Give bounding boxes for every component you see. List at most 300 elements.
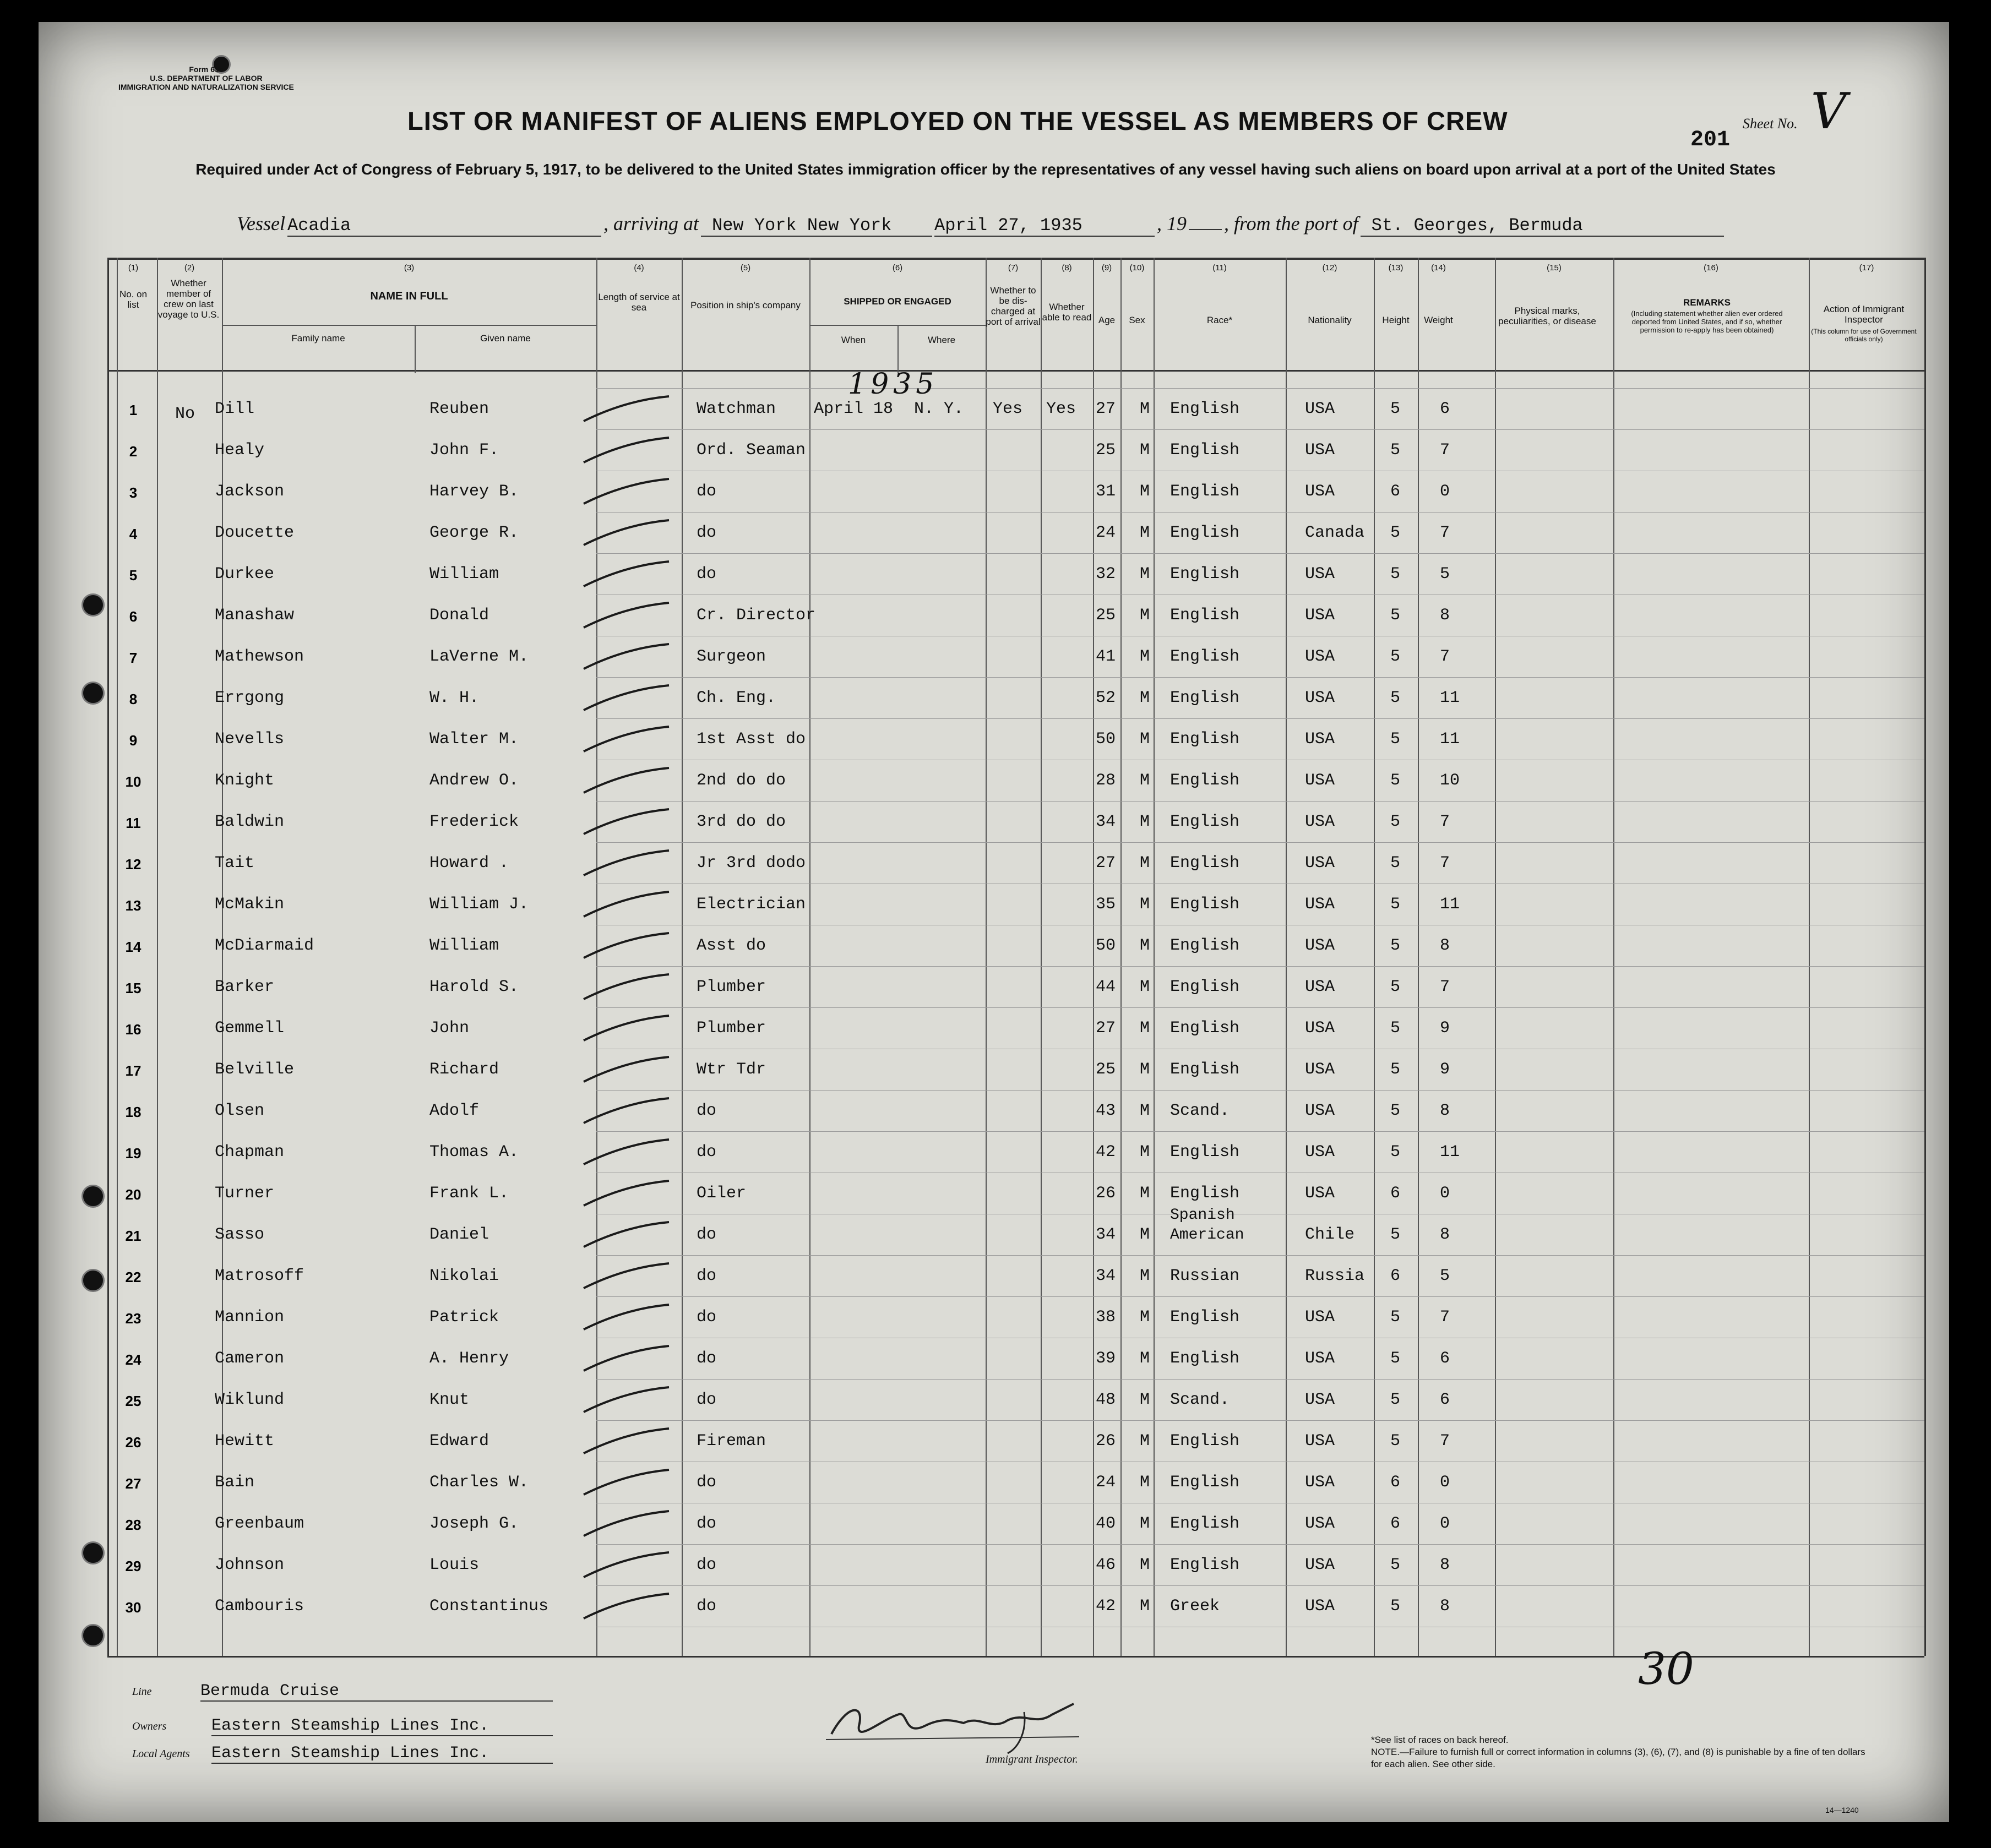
race-cell: Spanish American [1170, 1207, 1244, 1244]
height-cell: 5 [1390, 978, 1401, 996]
nationality-cell: USA [1305, 689, 1335, 707]
position-cell: 1st Asst do [697, 730, 806, 749]
discharged-cell: Yes [993, 400, 1023, 418]
sex-cell: M [1140, 482, 1150, 501]
position-cell: Ch. Eng. [697, 689, 776, 707]
weight-cell: 7 [1440, 854, 1450, 873]
row-rule [596, 1255, 1924, 1256]
col-when: When [841, 335, 866, 345]
name-subheader-rule [222, 325, 596, 326]
race-cell: English [1170, 524, 1240, 542]
race-cell: English [1170, 1473, 1240, 1492]
position-cell: do [697, 524, 717, 542]
punch-hole [81, 1269, 105, 1292]
row-rule [596, 677, 1924, 678]
height-cell: 5 [1390, 647, 1401, 666]
race-cell: English [1170, 854, 1240, 873]
sex-cell: M [1140, 400, 1150, 418]
position-cell: Fireman [697, 1432, 766, 1451]
row-rule [596, 429, 1924, 430]
nationality-cell: USA [1305, 647, 1335, 666]
inspector-signature [815, 1682, 1101, 1759]
family-name-cell: Healy [215, 441, 265, 460]
given-name-cell: W. H. [429, 689, 480, 707]
column-rule [107, 258, 109, 1656]
column-number: (10) [1129, 263, 1145, 272]
weight-cell: 8 [1440, 1225, 1450, 1244]
height-cell: 5 [1390, 400, 1401, 418]
position-cell: do [697, 1597, 717, 1616]
race-cell: English [1170, 1143, 1240, 1162]
punch-hole [81, 682, 105, 705]
position-cell: Cr. Director [697, 606, 816, 625]
column-rule [1418, 258, 1419, 1656]
sex-cell: M [1140, 1556, 1150, 1574]
age-cell: 32 [1096, 565, 1116, 584]
row-number: 27 [125, 1475, 142, 1492]
col-name-in-full: NAME IN FULL [370, 290, 448, 302]
height-cell: 5 [1390, 1060, 1401, 1079]
row-number: 25 [125, 1393, 142, 1409]
family-name-cell: Jackson [215, 482, 285, 501]
column-rule [986, 258, 987, 1656]
sheet-label: Sheet No. [1743, 116, 1798, 132]
from-port-label: , from the port of [1224, 212, 1358, 235]
position-cell: do [697, 1556, 717, 1574]
given-name-cell: William [429, 936, 499, 955]
shipped-when-cell: April 18 [814, 400, 894, 418]
row-number: 5 [129, 567, 138, 584]
col-weight: Weight [1424, 315, 1453, 325]
family-name-cell: Cambouris [215, 1597, 304, 1616]
sex-cell: M [1140, 1514, 1150, 1533]
col-position: Position in ship's company [690, 300, 801, 310]
weight-cell: 7 [1440, 813, 1450, 831]
family-name-cell: Dill [215, 400, 255, 418]
given-name-cell: Howard . [429, 854, 509, 873]
sex-cell: M [1140, 1349, 1150, 1368]
from-port: St. Georges, Bermuda [1361, 215, 1724, 237]
owners-value: Eastern Steamship Lines Inc. [211, 1716, 553, 1736]
column-rule [596, 258, 597, 1656]
row-number: 8 [129, 691, 138, 707]
family-name-cell: Tait [215, 854, 255, 873]
column-number: (15) [1547, 263, 1562, 272]
race-cell: English [1170, 1308, 1240, 1327]
sex-cell: M [1140, 895, 1150, 914]
vessel-label: Vessel [237, 212, 285, 235]
height-cell: 5 [1390, 1308, 1401, 1327]
family-name-cell: Manashaw [215, 606, 295, 625]
row-number: 12 [125, 856, 142, 873]
row-number: 6 [129, 608, 138, 625]
height-cell: 5 [1390, 1019, 1401, 1038]
department-name: U.S. DEPARTMENT OF LABOR [150, 74, 263, 83]
age-cell: 43 [1096, 1102, 1116, 1120]
sheet-value: V [1810, 83, 1847, 140]
race-cell: English [1170, 441, 1240, 460]
position-cell: do [697, 1225, 717, 1244]
sex-cell: M [1140, 1473, 1150, 1492]
sex-cell: M [1140, 936, 1150, 955]
column-rule [1286, 258, 1287, 1656]
row-rule [596, 1296, 1924, 1297]
family-name-cell: McMakin [215, 895, 285, 914]
row-rule [596, 1131, 1924, 1132]
given-name-cell: Donald [429, 606, 489, 625]
sex-cell: M [1140, 647, 1150, 666]
height-cell: 5 [1390, 565, 1401, 584]
races-note: *See list of races on back hereof. [1371, 1735, 1509, 1745]
handwritten-no-mark: No [175, 405, 195, 423]
given-name-cell: Knut [429, 1391, 470, 1409]
height-cell: 6 [1390, 482, 1401, 501]
position-cell: Oiler [697, 1184, 747, 1203]
race-cell: English [1170, 978, 1240, 996]
family-name-cell: Bain [215, 1473, 255, 1492]
stamp-number: 201 [1690, 128, 1731, 152]
weight-cell: 0 [1440, 1473, 1450, 1492]
row-number: 15 [125, 980, 142, 996]
year-label: , 19 [1157, 212, 1187, 235]
age-cell: 44 [1096, 978, 1116, 996]
given-name-cell: Richard [429, 1060, 499, 1079]
col-age: Age [1098, 315, 1116, 325]
nationality-cell: USA [1305, 565, 1335, 584]
race-cell: English [1170, 400, 1240, 418]
family-name-cell: Barker [215, 978, 275, 996]
family-name-cell: Hewitt [215, 1432, 275, 1451]
col-able-to-read: Whether able to read [1042, 302, 1092, 323]
given-name-cell: Joseph G. [429, 1514, 519, 1533]
column-number: (14) [1431, 263, 1446, 272]
column-number: (16) [1704, 263, 1718, 272]
weight-cell: 5 [1440, 1267, 1450, 1285]
weight-cell: 6 [1440, 1391, 1450, 1409]
age-cell: 52 [1096, 689, 1116, 707]
given-name-cell: Andrew O. [429, 771, 519, 790]
given-name-cell: George R. [429, 524, 519, 542]
race-cell: Greek [1170, 1597, 1220, 1616]
height-cell: 5 [1390, 1143, 1401, 1162]
col-family-name: Family name [291, 333, 345, 344]
race-cell: English [1170, 936, 1240, 955]
inspector-label: Immigrant Inspector. [986, 1753, 1078, 1765]
column-number: (6) [892, 263, 903, 272]
column-number: (1) [128, 263, 139, 272]
nationality-cell: USA [1305, 1143, 1335, 1162]
row-rule [596, 1544, 1924, 1545]
age-cell: 46 [1096, 1556, 1116, 1574]
weight-cell: 7 [1440, 978, 1450, 996]
col-inspector-action: Action of Immigrant Inspector [1823, 304, 1905, 325]
age-cell: 34 [1096, 813, 1116, 831]
sex-cell: M [1140, 524, 1150, 542]
table-top-rule [107, 258, 1924, 260]
weight-cell: 8 [1440, 1102, 1450, 1120]
vessel-name: Acadia [287, 215, 601, 237]
given-name-cell: Charles W. [429, 1473, 529, 1492]
given-name-cell: William [429, 565, 499, 584]
col-no-on-list: No. on list [119, 289, 148, 310]
agents-value: Eastern Steamship Lines Inc. [211, 1744, 553, 1764]
age-cell: 48 [1096, 1391, 1116, 1409]
height-cell: 5 [1390, 606, 1401, 625]
sex-cell: M [1140, 730, 1150, 749]
family-name-cell: Durkee [215, 565, 275, 584]
given-name-cell: Nikolai [429, 1267, 499, 1285]
position-cell: Plumber [697, 1019, 766, 1038]
nationality-cell: USA [1305, 1391, 1335, 1409]
nationality-cell: USA [1305, 1308, 1335, 1327]
line-value: Bermuda Cruise [200, 1682, 553, 1702]
column-number: (9) [1101, 263, 1112, 272]
nationality-cell: USA [1305, 1060, 1335, 1079]
column-rule [809, 258, 810, 1656]
weight-cell: 11 [1440, 895, 1460, 914]
column-rule [1495, 258, 1496, 1656]
height-cell: 5 [1390, 854, 1401, 873]
race-cell: English [1170, 647, 1240, 666]
age-cell: 28 [1096, 771, 1116, 790]
vessel-line [237, 212, 1724, 237]
race-cell: English [1170, 730, 1240, 749]
row-number: 20 [125, 1186, 142, 1203]
given-name-cell: Walter M. [429, 730, 519, 749]
row-number: 7 [129, 650, 138, 666]
shipped-where-cell: N. Y. [914, 400, 964, 418]
sex-cell: M [1140, 1432, 1150, 1451]
race-cell: English [1170, 895, 1240, 914]
race-cell: English [1170, 1514, 1240, 1533]
nationality-cell: USA [1305, 771, 1335, 790]
height-cell: 6 [1390, 1473, 1401, 1492]
row-number: 9 [129, 732, 138, 749]
row-number: 17 [125, 1062, 142, 1079]
age-cell: 50 [1096, 730, 1116, 749]
nationality-cell: USA [1305, 606, 1335, 625]
weight-cell: 8 [1440, 606, 1450, 625]
age-cell: 40 [1096, 1514, 1116, 1533]
race-cell: English [1170, 606, 1240, 625]
column-number: (5) [740, 263, 751, 272]
col-remarks: REMARKS [1683, 297, 1731, 308]
height-cell: 5 [1390, 813, 1401, 831]
column-rule [682, 258, 683, 1656]
arriving-label: , arriving at [603, 212, 699, 235]
sex-cell: M [1140, 689, 1150, 707]
footer-agents [132, 1744, 553, 1764]
nationality-cell: Chile [1305, 1225, 1355, 1244]
column-number: (17) [1859, 263, 1874, 272]
punch-hole [81, 593, 105, 617]
nationality-cell: USA [1305, 1102, 1335, 1120]
age-cell: 25 [1096, 606, 1116, 625]
position-cell: do [697, 1391, 717, 1409]
age-cell: 25 [1096, 1060, 1116, 1079]
family-name-cell: Cameron [215, 1349, 285, 1368]
age-cell: 34 [1096, 1267, 1116, 1285]
able-to-read-cell: Yes [1046, 400, 1076, 418]
sex-cell: M [1140, 441, 1150, 460]
sex-cell: M [1140, 1225, 1150, 1244]
age-cell: 39 [1096, 1349, 1116, 1368]
row-rule [596, 801, 1924, 802]
row-number: 30 [125, 1599, 142, 1616]
nationality-cell: USA [1305, 400, 1335, 418]
given-name-cell: Patrick [429, 1308, 499, 1327]
family-name-cell: Turner [215, 1184, 275, 1203]
weight-cell: 6 [1440, 1349, 1450, 1368]
height-cell: 5 [1390, 689, 1401, 707]
given-name-cell: John F. [429, 441, 499, 460]
form-number: Form 630 [189, 65, 224, 74]
weight-cell: 0 [1440, 1184, 1450, 1203]
column-rule [1120, 258, 1122, 1656]
row-number: 18 [125, 1104, 142, 1120]
height-cell: 6 [1390, 1514, 1401, 1533]
family-name-cell: Belville [215, 1060, 295, 1079]
nationality-cell: USA [1305, 1349, 1335, 1368]
weight-cell: 9 [1440, 1019, 1450, 1038]
sex-cell: M [1140, 1184, 1150, 1203]
row-number: 21 [125, 1228, 142, 1244]
age-cell: 42 [1096, 1143, 1116, 1162]
row-number: 3 [129, 484, 138, 501]
height-cell: 5 [1390, 730, 1401, 749]
column-rule [1374, 258, 1375, 1656]
family-name-cell: Mathewson [215, 647, 304, 666]
age-cell: 27 [1096, 1019, 1116, 1038]
sex-cell: M [1140, 978, 1150, 996]
position-cell: do [697, 482, 717, 501]
position-cell: do [697, 1473, 717, 1492]
weight-cell: 7 [1440, 1432, 1450, 1451]
age-cell: 24 [1096, 524, 1116, 542]
column-number: (12) [1322, 263, 1337, 272]
row-rule [596, 718, 1924, 719]
weight-cell: 8 [1440, 1597, 1450, 1616]
weight-cell: 9 [1440, 1060, 1450, 1079]
col-physical-marks: Physical marks, peculiarities, or disease [1498, 306, 1596, 326]
nationality-cell: USA [1305, 1514, 1335, 1533]
height-cell: 6 [1390, 1184, 1401, 1203]
given-name-cell: Edward [429, 1432, 489, 1451]
sex-cell: M [1140, 1391, 1150, 1409]
height-cell: 5 [1390, 1349, 1401, 1368]
race-cell: English [1170, 1349, 1240, 1368]
col-shipped-engaged: SHIPPED OR ENGAGED [844, 296, 951, 307]
weight-cell: 7 [1440, 441, 1450, 460]
position-cell: Watchman [697, 400, 776, 418]
row-rule [596, 966, 1924, 967]
nationality-cell: USA [1305, 1597, 1335, 1616]
age-cell: 27 [1096, 400, 1116, 418]
nationality-cell: USA [1305, 1019, 1335, 1038]
footer-line [132, 1682, 553, 1702]
weight-cell: 10 [1440, 771, 1460, 790]
col-remarks-note: (Including statement whether alien ever ordered deported from United States, and if so, whether permission to re-apply has been obtained) [1631, 309, 1783, 334]
weight-cell: 6 [1440, 400, 1450, 418]
given-name-cell: Frank L. [429, 1184, 509, 1203]
col-previous-voyage: Whether member of crew on last voyage to U.S. [157, 278, 220, 320]
punch-hole [81, 1541, 105, 1564]
sheet-number [1743, 83, 1847, 140]
nationality-cell: USA [1305, 854, 1335, 873]
weight-cell: 8 [1440, 936, 1450, 955]
age-cell: 50 [1096, 936, 1116, 955]
sex-cell: M [1140, 565, 1150, 584]
given-name-cell: Frederick [429, 813, 519, 831]
agents-label: Local Agents [132, 1748, 190, 1760]
position-cell: do [697, 1267, 717, 1285]
row-rule [596, 1379, 1924, 1380]
height-cell: 5 [1390, 1102, 1401, 1120]
given-name-cell: John [429, 1019, 470, 1038]
column-number: (3) [404, 263, 415, 272]
given-name-cell: Reuben [429, 400, 489, 418]
nationality-cell: USA [1305, 895, 1335, 914]
column-number: (4) [634, 263, 644, 272]
age-cell: 26 [1096, 1432, 1116, 1451]
age-cell: 26 [1096, 1184, 1116, 1203]
column-rule [157, 258, 158, 1656]
subcolumn-rule [415, 325, 416, 373]
weight-cell: 11 [1440, 689, 1460, 707]
header-bottom-rule [107, 370, 1924, 372]
sex-cell: M [1140, 1308, 1150, 1327]
weight-cell: 11 [1440, 730, 1460, 749]
given-name-cell: LaVerne M. [429, 647, 529, 666]
sex-cell: M [1140, 1060, 1150, 1079]
race-cell: English [1170, 771, 1240, 790]
race-cell: English [1170, 565, 1240, 584]
family-name-cell: Chapman [215, 1143, 285, 1162]
col-height: Height [1382, 315, 1410, 325]
col-length-of-service: Length of service at sea [598, 292, 680, 313]
column-rule [1924, 258, 1926, 1656]
sex-cell: M [1140, 1019, 1150, 1038]
race-cell: English [1170, 1060, 1240, 1079]
weight-cell: 5 [1440, 565, 1450, 584]
owners-label: Owners [132, 1720, 167, 1732]
family-name-cell: Gemmell [215, 1019, 285, 1038]
row-number: 26 [125, 1434, 142, 1451]
row-rule [596, 842, 1924, 843]
nationality-cell: USA [1305, 1432, 1335, 1451]
position-cell: Wtr Tdr [697, 1060, 766, 1079]
position-cell: Ord. Seaman [697, 441, 806, 460]
age-cell: 34 [1096, 1225, 1116, 1244]
column-number: (8) [1062, 263, 1072, 272]
family-name-cell: Olsen [215, 1102, 265, 1120]
page-subtitle: Required under Act of Congress of February 5, 1917, to be delivered to the United States immigration officer by the representatives of any vessel having such aliens on board upon arrival at a port of the United States [195, 161, 1776, 178]
col-inspector-note: (This column for use of Government officials only) [1811, 328, 1917, 343]
height-cell: 5 [1390, 771, 1401, 790]
col-where: Where [927, 335, 956, 345]
row-rule [596, 512, 1924, 513]
sex-cell: M [1140, 1143, 1150, 1162]
position-cell: 2nd do do [697, 771, 786, 790]
family-name-cell: Matrosoff [215, 1267, 304, 1285]
column-rule [1041, 258, 1042, 1656]
race-cell: English [1170, 813, 1240, 831]
nationality-cell: USA [1305, 978, 1335, 996]
penalty-note: NOTE.—Failure to furnish full or correct information in columns (3), (6), (7), and (8) is punishable by a fine of ten dollars for each alien. See other side. [1371, 1747, 1865, 1769]
col-sex: Sex [1129, 315, 1145, 325]
handwritten-year: 1935 [848, 368, 939, 401]
position-cell: Asst do [697, 936, 766, 955]
